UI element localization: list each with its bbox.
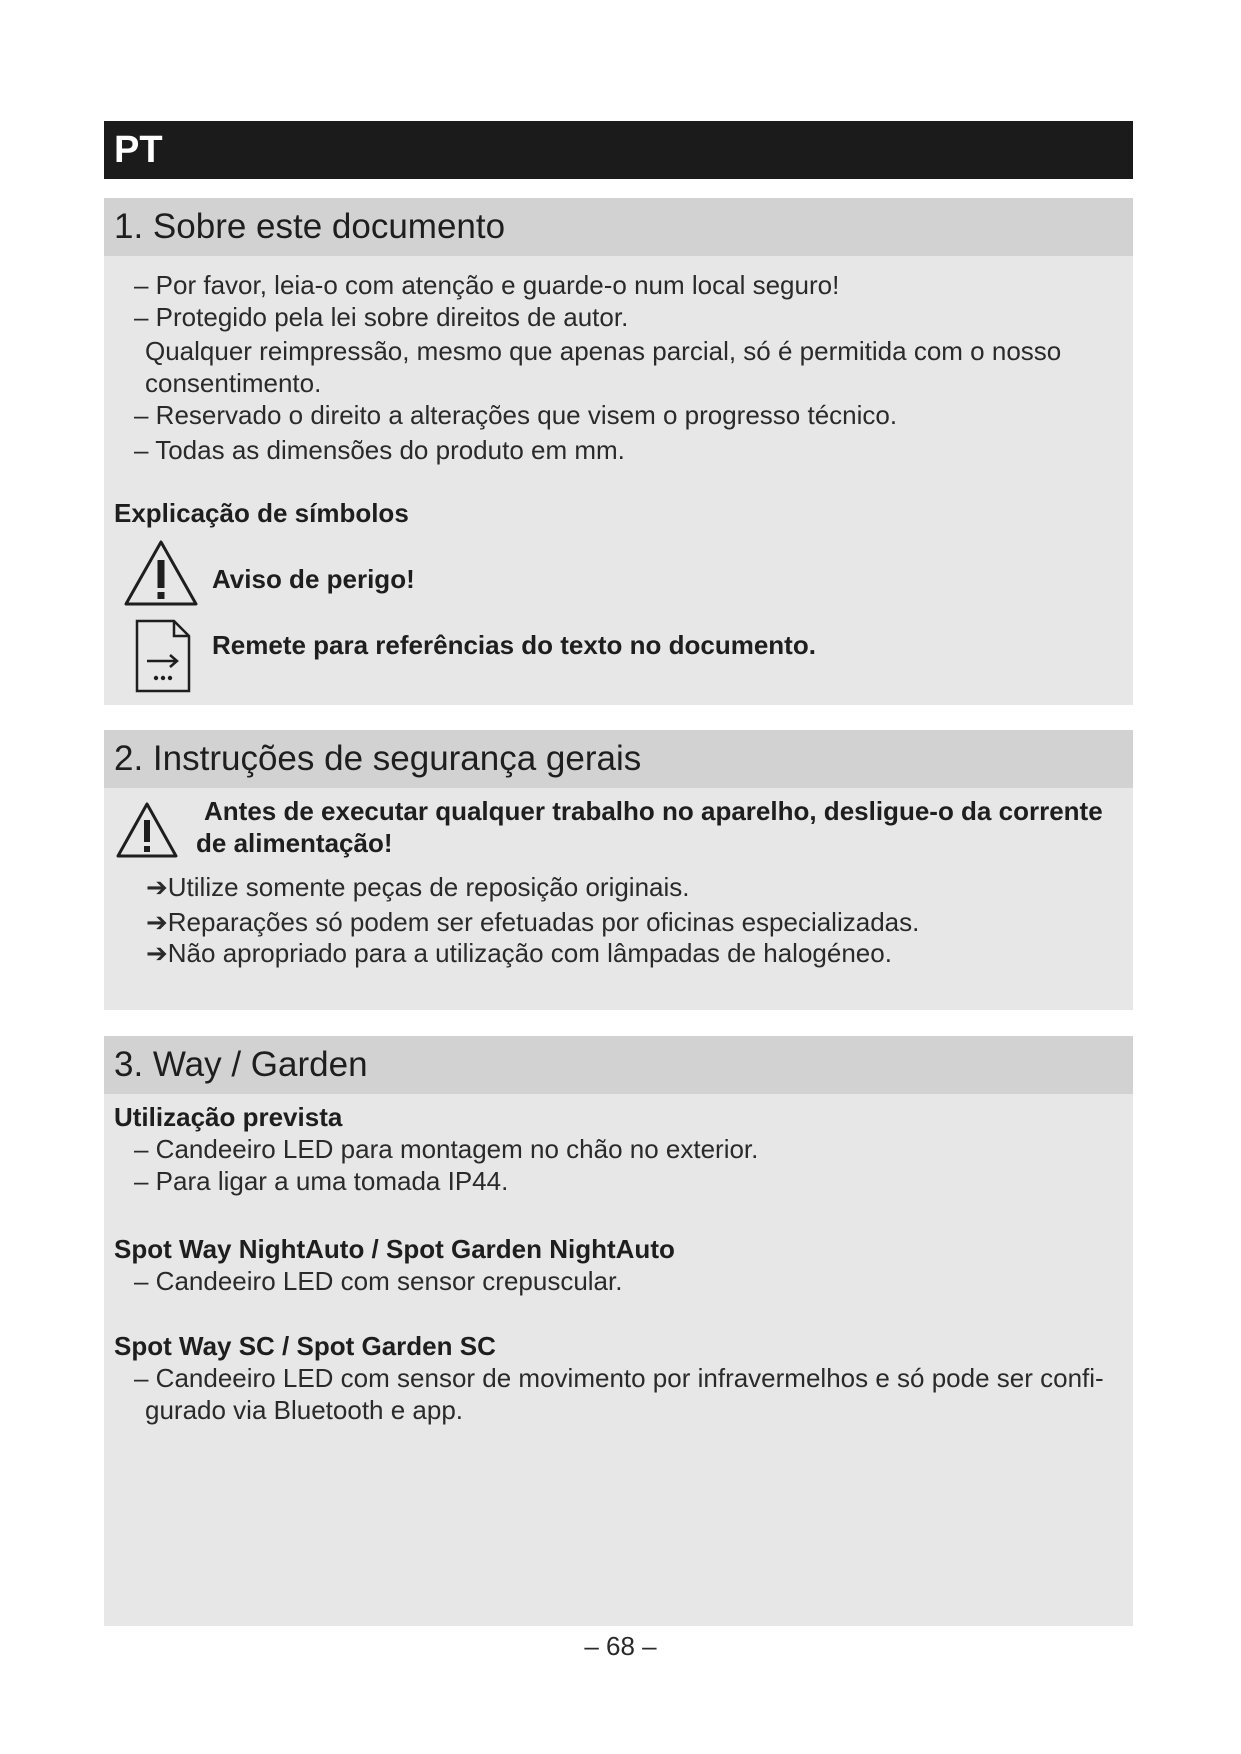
section-title: 1. Sobre este documento: [114, 207, 506, 246]
list-item: – Protegido pela lei sobre direitos de autor.: [134, 302, 629, 332]
list-item: ➔Não apropriado para a utilização com lâmpadas de halogéneo.: [146, 938, 892, 968]
list-item: – Reservado o direito a alterações que visem o progresso técnico.: [134, 400, 898, 430]
subheading-nightauto: Spot Way NightAuto / Spot Garden NightAuto: [114, 1234, 675, 1264]
section-about-document: [104, 198, 1133, 705]
list-item: – Candeeiro LED para montagem no chão no exterior.: [134, 1134, 759, 1164]
list-item: – Para ligar a uma tomada IP44.: [134, 1166, 509, 1196]
section-safety-instructions: [104, 730, 1133, 1010]
subheading-intended-use: Utilização prevista: [114, 1102, 343, 1132]
list-item: ➔Utilize somente peças de reposição originais.: [146, 872, 690, 902]
language-header: [104, 121, 1133, 179]
symbol-reference-label: Remete para referências do texto no documento.: [212, 630, 816, 660]
list-item: – Candeeiro LED com sensor de movimento por infravermelhos e só pode ser confi-: [134, 1363, 1104, 1393]
section-heading: [104, 730, 1133, 788]
subheading-sc: Spot Way SC / Spot Garden SC: [114, 1331, 496, 1361]
list-item: – Todas as dimensões do produto em mm.: [134, 435, 625, 465]
safety-warning-line: de alimentação!: [196, 828, 393, 858]
safety-warning-line: Antes de executar qualquer trabalho no aparelho, desligue-o da corrente: [204, 796, 1103, 826]
document-reference-icon: [134, 618, 192, 694]
language-code: PT: [114, 129, 163, 171]
list-item: ➔Reparações só podem ser efetuadas por oficinas especializadas.: [146, 907, 920, 937]
list-item: – Por favor, leia-o com atenção e guarde-o num local seguro!: [134, 270, 840, 300]
list-item: – Candeeiro LED com sensor crepuscular.: [134, 1266, 623, 1296]
symbol-warning-label: Aviso de perigo!: [212, 564, 415, 594]
section-heading: [104, 198, 1133, 256]
list-item: gurado via Bluetooth e app.: [145, 1395, 464, 1425]
list-item: consentimento.: [145, 368, 322, 398]
page-number: – 68 –: [584, 1631, 657, 1661]
list-item: Qualquer reimpressão, mesmo que apenas parcial, só é permitida com o nosso: [145, 336, 1062, 366]
section-heading: [104, 1036, 1133, 1094]
section-title: 2. Instruções de segurança gerais: [114, 739, 642, 778]
section-way-garden: [104, 1036, 1133, 1626]
warning-triangle-icon: [114, 800, 180, 860]
subheading-symbols: Explicação de símbolos: [114, 498, 409, 528]
warning-triangle-icon: [122, 538, 200, 608]
section-title: 3. Way / Garden: [114, 1045, 368, 1084]
